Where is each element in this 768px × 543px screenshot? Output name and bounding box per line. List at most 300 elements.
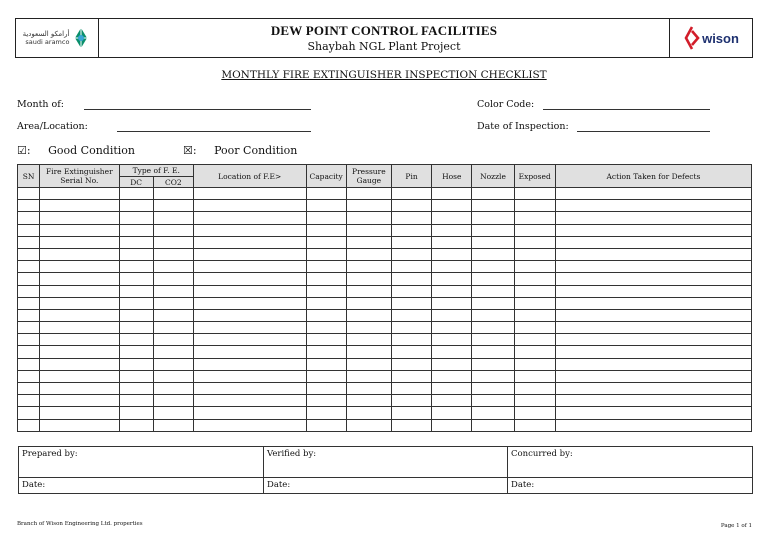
table-cell[interactable] [18, 200, 40, 212]
table-cell[interactable] [18, 309, 40, 321]
table-cell[interactable] [306, 188, 346, 200]
table-cell[interactable] [472, 346, 514, 358]
table-cell[interactable] [391, 370, 431, 382]
legend-good-label: Good Condition [48, 144, 135, 157]
date-of-inspection-label: Date of Inspection: [477, 121, 569, 132]
table-cell[interactable] [40, 285, 119, 297]
signoff-table [18, 446, 753, 494]
table-row [18, 297, 752, 309]
table-cell[interactable] [346, 261, 391, 273]
table-cell[interactable] [555, 212, 751, 224]
table-cell[interactable] [119, 395, 153, 407]
table-cell[interactable] [306, 334, 346, 346]
table-cell[interactable] [514, 200, 555, 212]
table-cell[interactable] [153, 261, 193, 273]
table-cell[interactable] [555, 334, 751, 346]
table-cell[interactable] [40, 188, 119, 200]
table-row [18, 322, 752, 334]
table-cell[interactable] [18, 383, 40, 395]
table-cell[interactable] [153, 273, 193, 285]
table-cell[interactable] [432, 200, 472, 212]
table-cell[interactable] [193, 224, 306, 236]
table-cell[interactable] [18, 358, 40, 370]
table-cell[interactable] [119, 261, 153, 273]
table-cell[interactable] [346, 309, 391, 321]
table-cell[interactable] [346, 334, 391, 346]
legend-poor [183, 144, 297, 157]
table-cell[interactable] [40, 322, 119, 334]
table-cell[interactable] [555, 200, 751, 212]
table-cell[interactable] [153, 224, 193, 236]
table-cell[interactable] [432, 322, 472, 334]
table-cell[interactable] [18, 285, 40, 297]
table-cell[interactable] [391, 309, 431, 321]
table-row [18, 383, 752, 395]
table-cell[interactable] [18, 212, 40, 224]
aramco-logo-english: saudi aramco [25, 38, 70, 46]
checklist-title: MONTHLY FIRE EXTINGUISHER INSPECTION CHECKLIST [221, 69, 547, 81]
table-cell[interactable] [193, 248, 306, 260]
table-cell[interactable] [18, 224, 40, 236]
table-cell[interactable] [119, 346, 153, 358]
concurred-by-cell[interactable] [508, 447, 753, 478]
prepared-date-cell[interactable] [19, 478, 264, 494]
table-cell[interactable] [193, 358, 306, 370]
table-cell[interactable] [555, 188, 751, 200]
table-cell[interactable] [391, 334, 431, 346]
table-cell[interactable] [391, 358, 431, 370]
table-cell[interactable] [346, 236, 391, 248]
table-cell[interactable] [391, 224, 431, 236]
table-cell[interactable] [153, 248, 193, 260]
prepared-by-cell[interactable] [19, 447, 264, 478]
table-cell[interactable] [346, 358, 391, 370]
table-row [18, 224, 752, 236]
table-cell[interactable] [119, 322, 153, 334]
table-cell[interactable] [153, 322, 193, 334]
concurred-date-cell[interactable] [508, 478, 753, 494]
table-cell[interactable] [40, 200, 119, 212]
table-cell[interactable] [306, 224, 346, 236]
table-cell[interactable] [472, 322, 514, 334]
table-cell[interactable] [153, 358, 193, 370]
table-cell[interactable] [555, 383, 751, 395]
table-cell[interactable] [514, 273, 555, 285]
table-cell[interactable] [391, 261, 431, 273]
table-cell[interactable] [119, 236, 153, 248]
table-cell[interactable] [432, 285, 472, 297]
table-cell[interactable] [306, 297, 346, 309]
table-cell[interactable] [346, 407, 391, 419]
table-cell[interactable] [119, 285, 153, 297]
table-cell[interactable] [432, 334, 472, 346]
table-cell[interactable] [472, 358, 514, 370]
table-cell[interactable] [514, 248, 555, 260]
table-cell[interactable] [346, 370, 391, 382]
table-cell[interactable] [40, 358, 119, 370]
table-cell[interactable] [391, 407, 431, 419]
table-cell[interactable] [193, 200, 306, 212]
table-cell[interactable] [40, 370, 119, 382]
table-cell[interactable] [153, 200, 193, 212]
table-cell[interactable] [555, 370, 751, 382]
table-cell[interactable] [555, 358, 751, 370]
table-cell[interactable] [514, 383, 555, 395]
table-cell[interactable] [153, 395, 193, 407]
table-cell[interactable] [432, 236, 472, 248]
table-cell[interactable] [306, 309, 346, 321]
verified-date-cell[interactable] [264, 478, 508, 494]
table-cell[interactable] [514, 236, 555, 248]
table-cell[interactable] [432, 297, 472, 309]
table-cell[interactable] [514, 261, 555, 273]
table-cell[interactable] [40, 297, 119, 309]
table-cell[interactable] [514, 224, 555, 236]
table-cell[interactable] [119, 419, 153, 431]
table-cell[interactable] [40, 248, 119, 260]
table-cell[interactable] [193, 346, 306, 358]
table-cell[interactable] [153, 236, 193, 248]
table-cell[interactable] [193, 334, 306, 346]
table-cell[interactable] [306, 383, 346, 395]
verified-date-label: Date: [267, 480, 291, 490]
table-cell[interactable] [306, 212, 346, 224]
table-cell[interactable] [306, 273, 346, 285]
prepared-date-label: Date: [22, 480, 46, 490]
table-cell[interactable] [153, 212, 193, 224]
table-cell[interactable] [432, 346, 472, 358]
table-cell[interactable] [514, 419, 555, 431]
table-cell[interactable] [18, 273, 40, 285]
table-cell[interactable] [346, 200, 391, 212]
table-cell[interactable] [119, 273, 153, 285]
area-location-field[interactable] [117, 131, 311, 132]
table-cell[interactable] [391, 248, 431, 260]
table-cell[interactable] [472, 273, 514, 285]
table-cell[interactable] [306, 322, 346, 334]
table-cell[interactable] [18, 322, 40, 334]
table-cell[interactable] [18, 370, 40, 382]
table-cell[interactable] [432, 407, 472, 419]
table-cell[interactable] [18, 261, 40, 273]
table-cell[interactable] [555, 248, 751, 260]
table-cell[interactable] [432, 273, 472, 285]
table-cell[interactable] [18, 419, 40, 431]
project-subtitle: Shaybah NGL Plant Project [307, 40, 461, 53]
table-cell[interactable] [306, 370, 346, 382]
table-cell[interactable] [432, 224, 472, 236]
table-cell[interactable] [119, 200, 153, 212]
table-cell[interactable] [306, 346, 346, 358]
table-row [18, 200, 752, 212]
table-cell[interactable] [346, 285, 391, 297]
table-cell[interactable] [40, 346, 119, 358]
table-cell[interactable] [119, 370, 153, 382]
table-cell[interactable] [472, 212, 514, 224]
crossed-box-icon: ☒ [183, 144, 193, 157]
table-cell[interactable] [153, 309, 193, 321]
wison-logo [669, 19, 752, 57]
legend-good [17, 144, 135, 157]
table-row [18, 370, 752, 382]
checked-box-icon: ☑ [17, 144, 27, 157]
table-cell[interactable] [193, 273, 306, 285]
table-cell[interactable] [119, 224, 153, 236]
col-type-co2: CO2 [153, 177, 193, 188]
table-cell[interactable] [472, 261, 514, 273]
table-cell[interactable] [153, 370, 193, 382]
col-pressure-line2: Gauge [356, 176, 382, 185]
table-cell[interactable] [40, 273, 119, 285]
table-cell[interactable] [193, 383, 306, 395]
table-cell[interactable] [193, 322, 306, 334]
table-cell[interactable] [119, 358, 153, 370]
table-cell[interactable] [514, 309, 555, 321]
table-cell[interactable] [432, 212, 472, 224]
month-field[interactable] [84, 109, 311, 110]
document-header [15, 18, 753, 58]
footer-left: Branch of Wison Engineering Ltd. properties [17, 521, 143, 527]
table-cell[interactable] [514, 212, 555, 224]
table-row [18, 407, 752, 419]
table-cell[interactable] [432, 188, 472, 200]
table-cell[interactable] [391, 188, 431, 200]
table-cell[interactable] [346, 224, 391, 236]
table-cell[interactable] [514, 334, 555, 346]
table-cell[interactable] [472, 285, 514, 297]
table-cell[interactable] [346, 248, 391, 260]
table-row [18, 248, 752, 260]
table-cell[interactable] [193, 261, 306, 273]
table-cell[interactable] [472, 419, 514, 431]
table-cell[interactable] [432, 419, 472, 431]
table-cell[interactable] [555, 273, 751, 285]
table-cell[interactable] [153, 346, 193, 358]
wison-logo-text: wison [702, 30, 739, 46]
table-cell[interactable] [18, 188, 40, 200]
col-capacity: Capacity [306, 165, 346, 188]
table-cell[interactable] [40, 309, 119, 321]
table-cell[interactable] [391, 297, 431, 309]
legend-good-colon: : [26, 144, 31, 157]
date-of-inspection-field[interactable] [577, 131, 710, 132]
table-cell[interactable] [18, 236, 40, 248]
table-cell[interactable] [346, 273, 391, 285]
table-row [18, 334, 752, 346]
table-cell[interactable] [514, 370, 555, 382]
col-pin: Pin [391, 165, 431, 188]
table-cell[interactable] [306, 419, 346, 431]
table-cell[interactable] [193, 188, 306, 200]
table-cell[interactable] [193, 407, 306, 419]
table-cell[interactable] [514, 322, 555, 334]
table-cell[interactable] [346, 346, 391, 358]
table-cell[interactable] [514, 285, 555, 297]
table-cell[interactable] [472, 383, 514, 395]
table-cell[interactable] [391, 419, 431, 431]
table-cell[interactable] [119, 188, 153, 200]
table-cell[interactable] [391, 273, 431, 285]
table-cell[interactable] [472, 236, 514, 248]
table-cell[interactable] [432, 309, 472, 321]
col-serial-no [40, 165, 119, 188]
table-cell[interactable] [40, 261, 119, 273]
col-serial-line2: Serial No. [60, 176, 99, 185]
table-cell[interactable] [193, 285, 306, 297]
col-type-dc: DC [119, 177, 153, 188]
table-cell[interactable] [18, 346, 40, 358]
table-cell[interactable] [193, 419, 306, 431]
legend-poor-colon: : [192, 144, 197, 157]
table-cell[interactable] [18, 248, 40, 260]
table-cell[interactable] [472, 297, 514, 309]
table-cell[interactable] [119, 309, 153, 321]
prepared-by-label: Prepared by: [22, 449, 78, 459]
col-pressure-gauge [346, 165, 391, 188]
table-cell[interactable] [555, 346, 751, 358]
table-cell[interactable] [346, 322, 391, 334]
table-row [18, 346, 752, 358]
table-cell[interactable] [514, 358, 555, 370]
table-cell[interactable] [40, 383, 119, 395]
table-cell[interactable] [391, 383, 431, 395]
table-cell[interactable] [391, 346, 431, 358]
concurred-by-label: Concurred by: [511, 449, 573, 459]
col-sn: SN [18, 165, 40, 188]
table-cell[interactable] [472, 407, 514, 419]
table-cell[interactable] [346, 419, 391, 431]
table-cell[interactable] [193, 236, 306, 248]
table-cell[interactable] [432, 358, 472, 370]
table-cell[interactable] [119, 407, 153, 419]
table-row [18, 273, 752, 285]
table-cell[interactable] [555, 297, 751, 309]
table-cell[interactable] [555, 236, 751, 248]
table-cell[interactable] [472, 248, 514, 260]
table-cell[interactable] [391, 322, 431, 334]
table-cell[interactable] [18, 407, 40, 419]
table-cell[interactable] [153, 419, 193, 431]
table-cell[interactable] [391, 236, 431, 248]
table-cell[interactable] [346, 383, 391, 395]
table-cell[interactable] [40, 395, 119, 407]
table-cell[interactable] [514, 346, 555, 358]
table-cell[interactable] [555, 407, 751, 419]
table-cell[interactable] [555, 309, 751, 321]
col-action: Action Taken for Defects [555, 165, 751, 188]
table-cell[interactable] [40, 212, 119, 224]
col-type-group: Type of F. E. [119, 165, 193, 177]
table-cell[interactable] [432, 261, 472, 273]
table-cell[interactable] [40, 419, 119, 431]
table-cell[interactable] [432, 395, 472, 407]
table-cell[interactable] [193, 370, 306, 382]
table-cell[interactable] [555, 285, 751, 297]
table-cell[interactable] [306, 285, 346, 297]
table-cell[interactable] [472, 224, 514, 236]
table-cell[interactable] [432, 370, 472, 382]
table-cell[interactable] [346, 188, 391, 200]
verified-by-label: Verified by: [267, 449, 317, 459]
table-cell[interactable] [153, 285, 193, 297]
table-cell[interactable] [472, 395, 514, 407]
table-cell[interactable] [472, 370, 514, 382]
table-cell[interactable] [472, 188, 514, 200]
table-cell[interactable] [346, 395, 391, 407]
table-cell[interactable] [153, 407, 193, 419]
table-cell[interactable] [555, 419, 751, 431]
table-cell[interactable] [555, 261, 751, 273]
table-cell[interactable] [18, 297, 40, 309]
table-cell[interactable] [346, 297, 391, 309]
table-cell[interactable] [40, 224, 119, 236]
table-cell[interactable] [391, 395, 431, 407]
table-cell[interactable] [40, 334, 119, 346]
table-cell[interactable] [555, 322, 751, 334]
color-code-field[interactable] [543, 109, 710, 110]
table-cell[interactable] [391, 285, 431, 297]
legend-poor-label: Poor Condition [214, 144, 298, 157]
table-cell[interactable] [193, 212, 306, 224]
table-cell[interactable] [306, 200, 346, 212]
table-cell[interactable] [40, 407, 119, 419]
table-cell[interactable] [472, 200, 514, 212]
table-cell[interactable] [119, 212, 153, 224]
verified-by-cell[interactable] [264, 447, 508, 478]
table-cell[interactable] [514, 188, 555, 200]
table-row [18, 395, 752, 407]
table-cell[interactable] [555, 224, 751, 236]
col-serial-line1: Fire Extinguisher [45, 167, 113, 176]
table-cell[interactable] [306, 395, 346, 407]
table-cell[interactable] [40, 236, 119, 248]
table-cell[interactable] [153, 188, 193, 200]
month-label: Month of: [17, 99, 64, 110]
table-cell[interactable] [306, 248, 346, 260]
table-cell[interactable] [472, 309, 514, 321]
table-cell[interactable] [514, 395, 555, 407]
table-cell[interactable] [514, 407, 555, 419]
table-cell[interactable] [306, 407, 346, 419]
table-cell[interactable] [193, 309, 306, 321]
table-cell[interactable] [18, 395, 40, 407]
table-cell[interactable] [119, 334, 153, 346]
table-cell[interactable] [432, 248, 472, 260]
table-cell[interactable] [346, 212, 391, 224]
table-cell[interactable] [119, 383, 153, 395]
table-cell[interactable] [514, 297, 555, 309]
table-cell[interactable] [306, 261, 346, 273]
table-row [18, 261, 752, 273]
table-cell[interactable] [472, 334, 514, 346]
table-cell[interactable] [306, 236, 346, 248]
table-cell[interactable] [391, 200, 431, 212]
table-cell[interactable] [18, 334, 40, 346]
table-cell[interactable] [153, 334, 193, 346]
table-cell[interactable] [432, 383, 472, 395]
table-cell[interactable] [391, 212, 431, 224]
table-cell[interactable] [119, 248, 153, 260]
table-cell[interactable] [193, 395, 306, 407]
table-cell[interactable] [119, 297, 153, 309]
inspection-table [17, 164, 752, 432]
table-cell[interactable] [306, 358, 346, 370]
table-cell[interactable] [153, 297, 193, 309]
col-nozzle: Nozzle [472, 165, 514, 188]
table-cell[interactable] [555, 395, 751, 407]
table-cell[interactable] [153, 383, 193, 395]
table-cell[interactable] [193, 297, 306, 309]
